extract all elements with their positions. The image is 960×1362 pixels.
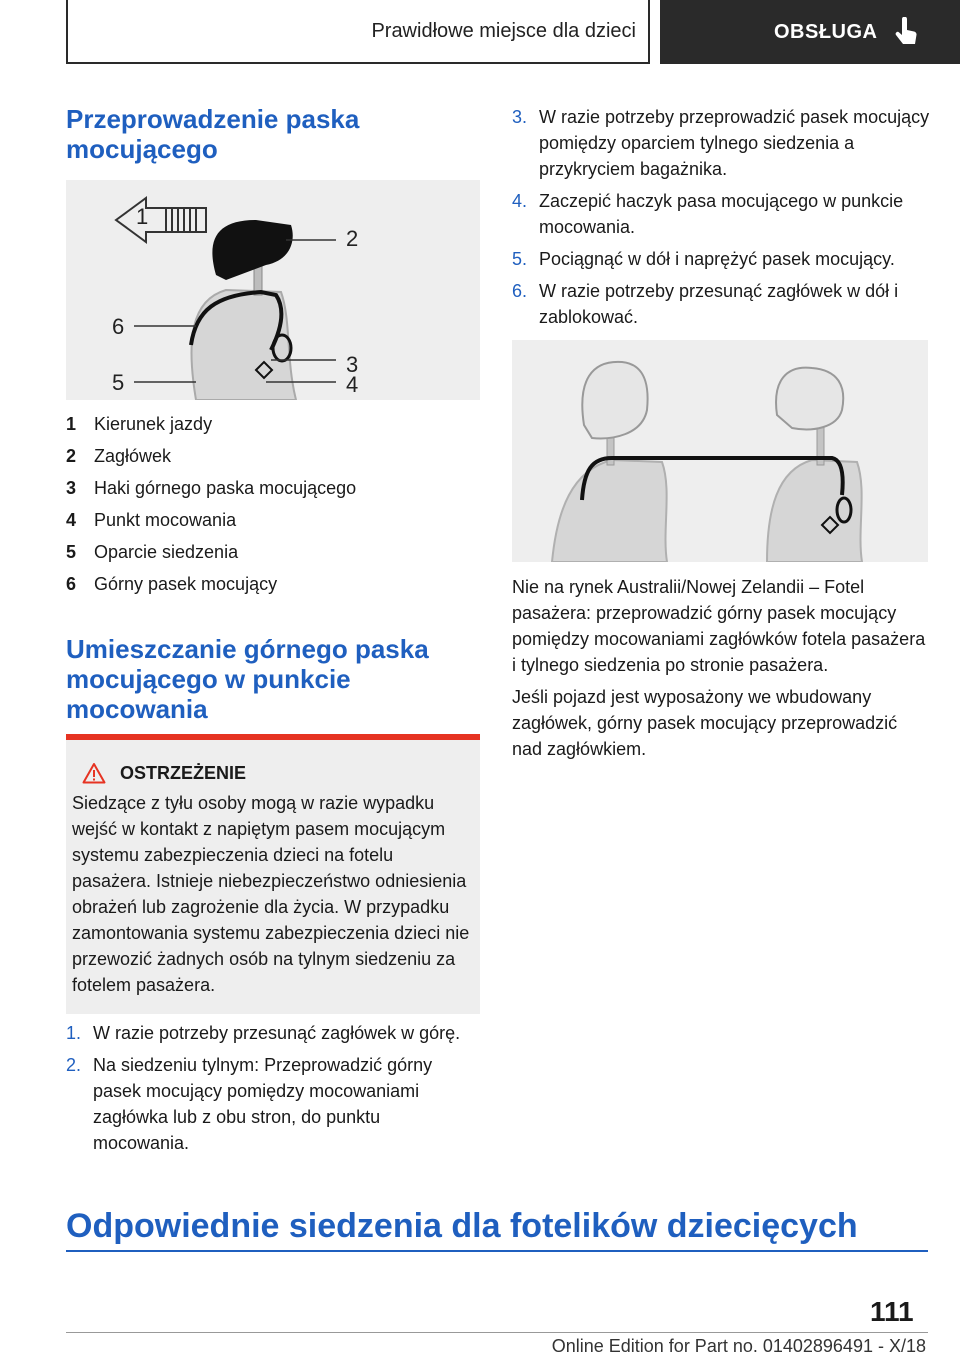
figure-tether-routing — [66, 180, 480, 400]
legend-item — [66, 536, 480, 568]
warning-title-row — [72, 762, 472, 784]
warning-title: OSTRZEŻENIE — [120, 762, 247, 783]
step-number: 4. — [512, 191, 528, 211]
step-item — [512, 188, 930, 240]
step-item — [512, 246, 930, 272]
step-text: Na siedzeniu tylnym: Przeprowadzić górny pasek mocujący pomiędzy mocowaniami zagłówka lub z obu stron, do punktu mocowania. — [93, 1055, 433, 1153]
legend-number: 6 — [66, 574, 77, 594]
figure-legend — [66, 408, 480, 600]
warning-triangle-icon — [82, 762, 106, 784]
legend-number: 2 — [66, 446, 77, 466]
step-text: W razie potrzeby przesunąć zagłówek w górę. — [93, 1023, 461, 1043]
legend-text: Punkt mocowania — [94, 510, 237, 530]
callout-1: 1 — [136, 204, 149, 229]
legend-text: Kierunek jazdy — [94, 414, 213, 434]
callout-2: 2 — [346, 226, 359, 251]
passenger-seat-illustration — [512, 340, 928, 562]
step-item — [66, 1052, 480, 1156]
legend-item — [66, 440, 480, 472]
heading-tether-routing: Przeprowadzenie paska mocującego — [66, 104, 360, 164]
legend-item — [66, 408, 480, 440]
legend-number: 4 — [66, 510, 77, 530]
legend-number: 3 — [66, 478, 77, 498]
legend-number: 1 — [66, 414, 77, 434]
step-number: 2. — [66, 1055, 82, 1075]
legend-text: Zagłówek — [94, 446, 172, 466]
callout-5: 5 — [112, 370, 125, 395]
callout-6: 6 — [112, 314, 125, 339]
header-section-title: Prawidłowe miejsce dla dzieci — [371, 19, 636, 42]
callout-3: 3 — [346, 352, 359, 377]
right-paragraphs — [512, 574, 930, 768]
step-number: 6. — [512, 281, 528, 301]
steps-right — [512, 104, 930, 336]
warning-body: Siedzące z tyłu osoby mogą w razie wypadku wejść w kontakt z napiętym pasem mocującym systemu zabezpieczenia dzieci na fotelu pasażera. Istnieje niebezpieczeństwo odniesienia obrażeń lub zagrożenie dla życia. W przypadku zamontowania systemu zabezpieczenia dzieci nie przewozić żadnych osób na tylnym siedzeniu za fotelem pasażera. — [72, 793, 470, 995]
legend-item — [66, 504, 480, 536]
heading-anchor-placement: Umieszczanie górnego paska mocującego w punkcie mocowania — [66, 634, 429, 724]
figure-passenger-seat-routing — [512, 340, 928, 562]
step-number: 5. — [512, 249, 528, 269]
footer-divider — [66, 1332, 928, 1333]
callout-4: 4 — [346, 372, 359, 397]
step-item — [512, 278, 930, 330]
step-text: W razie potrzeby przeprowadzić pasek mocujący pomiędzy oparciem tylnego siedzenia a przykryciem bagażnika. — [539, 107, 930, 179]
paragraph-passenger: Nie na rynek Australii/Nowej Zelandii – Fotel pasażera: przeprowadzić górny pasek mocujący pomiędzy mocowaniami zagłówków fotela pasażera i tylnego siedzenia po stronie pasażera. — [512, 577, 926, 675]
legend-text: Haki górnego paska mocującego — [94, 478, 357, 498]
running-header-chapter — [660, 0, 960, 64]
legend-text: Oparcie siedzenia — [94, 542, 239, 562]
hand-pointer-icon — [894, 17, 920, 47]
section-heading: Odpowiednie siedzenia dla fotelików dziecięcych — [66, 1204, 928, 1252]
step-number: 3. — [512, 107, 528, 127]
tether-routing-illustration — [66, 180, 480, 400]
step-text: Zaczepić haczyk pasa mocującego w punkcie mocowania. — [539, 191, 904, 237]
legend-item — [66, 568, 480, 600]
step-text: Pociągnąć w dół i naprężyć pasek mocujący. — [539, 249, 895, 269]
step-item — [512, 104, 930, 182]
paragraph-integrated-headrest: Jeśli pojazd jest wyposażony we wbudowany zagłówek, górny pasek mocujący przeprowadzić nad zagłówkiem. — [512, 687, 898, 759]
legend-number: 5 — [66, 542, 77, 562]
header-chapter-title: OBSŁUGA — [774, 20, 878, 43]
step-item — [66, 1020, 480, 1046]
warning-box — [66, 734, 480, 1014]
steps-left — [66, 1020, 480, 1162]
step-text: W razie potrzeby przesunąć zagłówek w dół i zablokować. — [539, 281, 899, 327]
legend-item — [66, 472, 480, 504]
legend-text: Górny pasek mocujący — [94, 574, 278, 594]
step-number: 1. — [66, 1023, 82, 1043]
page-number: 111 — [870, 1296, 914, 1327]
footer-edition: Online Edition for Part no. 01402896491 - X/18 — [551, 1336, 926, 1356]
running-header-section — [66, 0, 650, 64]
